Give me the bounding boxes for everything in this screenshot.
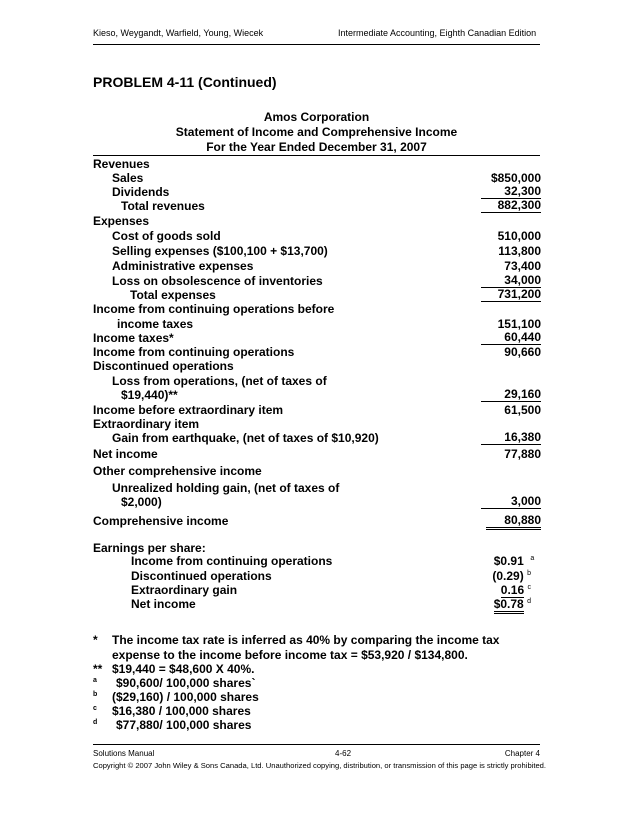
eps-amount: [492, 569, 541, 583]
line-amount: 90,660: [504, 345, 541, 359]
header-authors: Kieso, Weygandt, Warfield, Young, Wiecek: [93, 28, 264, 38]
line-label: Unrealized holding gain, (net of taxes of: [112, 481, 340, 495]
eps-label: Discontinued operations: [131, 569, 272, 583]
statement-line: [93, 259, 541, 274]
statement-line: [93, 317, 541, 332]
line-label: Gain from earthquake, (net of taxes of $10,920): [112, 431, 379, 445]
eps-label: Extraordinary gain: [131, 583, 238, 597]
line-amount: 34,000: [481, 274, 541, 288]
line-label: Other comprehensive income: [93, 464, 262, 478]
line-label: Income before extraordinary item: [93, 403, 284, 417]
statement-line: [93, 481, 541, 496]
line-label: Selling expenses ($100,100 + $13,700): [112, 244, 328, 258]
line-amount: 80,880: [486, 514, 541, 530]
line-label: $19,440)**: [121, 388, 178, 402]
footnote-mark: a: [93, 677, 97, 684]
line-label: income taxes: [117, 317, 194, 331]
eps-line: [93, 583, 541, 598]
footnote-text: $16,380 / 100,000 shares: [112, 704, 251, 718]
statement-line: [93, 345, 541, 360]
statement-line: [93, 417, 541, 432]
statement-line: [93, 171, 541, 186]
header-rule: [93, 44, 540, 45]
line-amount: 3,000: [481, 495, 541, 509]
eps-note-mark: d: [527, 598, 531, 605]
eps-line: [93, 569, 541, 584]
eps-heading-label: Earnings per share:: [93, 541, 206, 555]
line-amount: $850,000: [490, 171, 541, 185]
statement-line: [93, 388, 541, 403]
line-label: Loss on obsolescence of inventories: [112, 274, 323, 288]
line-amount: 113,800: [498, 244, 541, 258]
line-amount: 60,440: [481, 331, 541, 345]
statement-line: [93, 431, 541, 446]
statement-period: For the Year Ended December 31, 2007: [206, 140, 427, 154]
line-label: $2,000): [121, 495, 162, 509]
footnote-text: $77,880/ 100,000 shares: [116, 718, 252, 732]
line-label: Total expenses: [130, 288, 216, 302]
footer-line: [93, 749, 540, 758]
line-label: Cost of goods sold: [112, 229, 221, 243]
problem-title: PROBLEM 4-11 (Continued): [93, 74, 277, 90]
line-label: Income taxes*: [93, 331, 174, 345]
statement-line: [93, 199, 541, 214]
line-label: Discontinued operations: [93, 359, 234, 373]
line-label: Income from continuing operations: [93, 345, 295, 359]
footnote-mark: b: [93, 691, 98, 698]
line-amount: 151,100: [497, 317, 541, 331]
footnote-mark: **: [93, 662, 103, 676]
line-label: Total revenues: [121, 199, 205, 213]
line-amount: 731,200: [481, 288, 541, 302]
statement-title: Statement of Income and Comprehensive Income: [175, 125, 458, 139]
line-label: Expenses: [93, 214, 150, 228]
line-label: Comprehensive income: [93, 514, 229, 528]
line-label: Extraordinary item: [93, 417, 200, 431]
eps-value: $0.91: [493, 554, 524, 568]
line-amount: 882,300: [481, 199, 541, 213]
line-amount: 77,880: [504, 447, 541, 461]
line-amount: 73,400: [504, 259, 541, 273]
footnote-mark: d: [93, 719, 98, 726]
footnote-text: $19,440 = $48,600 X 40%.: [112, 662, 255, 676]
eps-value: 0.16: [500, 583, 525, 597]
footer-copyright: Copyright © 2007 John Wiley & Sons Canada, Ltd. Unauthorized copying, distribution, or transmission of this page is strictly prohibited.: [93, 761, 547, 770]
company-name: Amos Corporation: [263, 110, 370, 124]
statement-line: [93, 464, 541, 479]
eps-amount: [494, 554, 541, 568]
eps-label: Net income: [131, 597, 196, 611]
line-label: Revenues: [93, 157, 150, 171]
statement-line: [93, 214, 541, 229]
footnote-text: $90,600/ 100,000 shares`: [116, 676, 256, 690]
statement-line: [93, 403, 541, 418]
line-amount: 29,160: [481, 388, 541, 402]
statement-line: [93, 185, 541, 200]
footer-rule: [93, 744, 540, 745]
eps-value: (0.29): [492, 569, 524, 583]
line-label: Loss from operations, (net of taxes of: [112, 374, 327, 388]
statement-line: [93, 157, 541, 172]
eps-label: Income from continuing operations: [131, 554, 333, 568]
statement-line: [93, 514, 541, 529]
statement-line: [93, 302, 541, 317]
eps-note-mark: b: [527, 570, 531, 577]
line-label: Sales: [112, 171, 144, 185]
statement-line: [93, 288, 541, 303]
statement-line: [93, 495, 541, 510]
eps-amount: [501, 583, 541, 597]
eps-note-mark: c: [527, 584, 531, 591]
statement-line: [93, 447, 541, 462]
footnote-text: expense to the income before income tax = $53,920 / $134,800.: [112, 648, 468, 662]
statement-line: [93, 274, 541, 289]
line-label: Administrative expenses: [112, 259, 254, 273]
footnote-text: ($29,160) / 100,000 shares: [112, 690, 259, 704]
line-label: Net income: [93, 447, 158, 461]
statement-heading-rule: [93, 155, 540, 156]
line-amount: 32,300: [481, 185, 541, 199]
statement-line: [93, 229, 541, 244]
eps-note-mark: a: [530, 555, 535, 562]
line-amount: 16,380: [481, 431, 541, 445]
eps-amount: [494, 597, 541, 611]
line-label: Dividends: [112, 185, 170, 199]
line-label: Income from continuing operations before: [93, 302, 335, 316]
footer-chapter: Chapter 4: [504, 749, 540, 758]
footer-left: Solutions Manual: [93, 749, 155, 758]
eps-value: $0.78: [494, 597, 524, 614]
footnote-text: The income tax rate is inferred as 40% by comparing the income tax: [112, 633, 500, 647]
eps-line: [93, 554, 541, 569]
statement-line: [93, 331, 541, 346]
footer-page-number: 4-62: [335, 749, 352, 758]
statement-line: [93, 244, 541, 259]
statement-line: [93, 359, 541, 374]
footnote-mark: *: [93, 633, 98, 647]
statement-line: [93, 374, 541, 389]
line-amount: 61,500: [504, 403, 541, 417]
eps-line: [93, 597, 541, 612]
footnote-mark: c: [93, 705, 97, 712]
header-book-title: Intermediate Accounting, Eighth Canadian Edition: [338, 28, 537, 38]
line-amount: 510,000: [497, 229, 541, 243]
